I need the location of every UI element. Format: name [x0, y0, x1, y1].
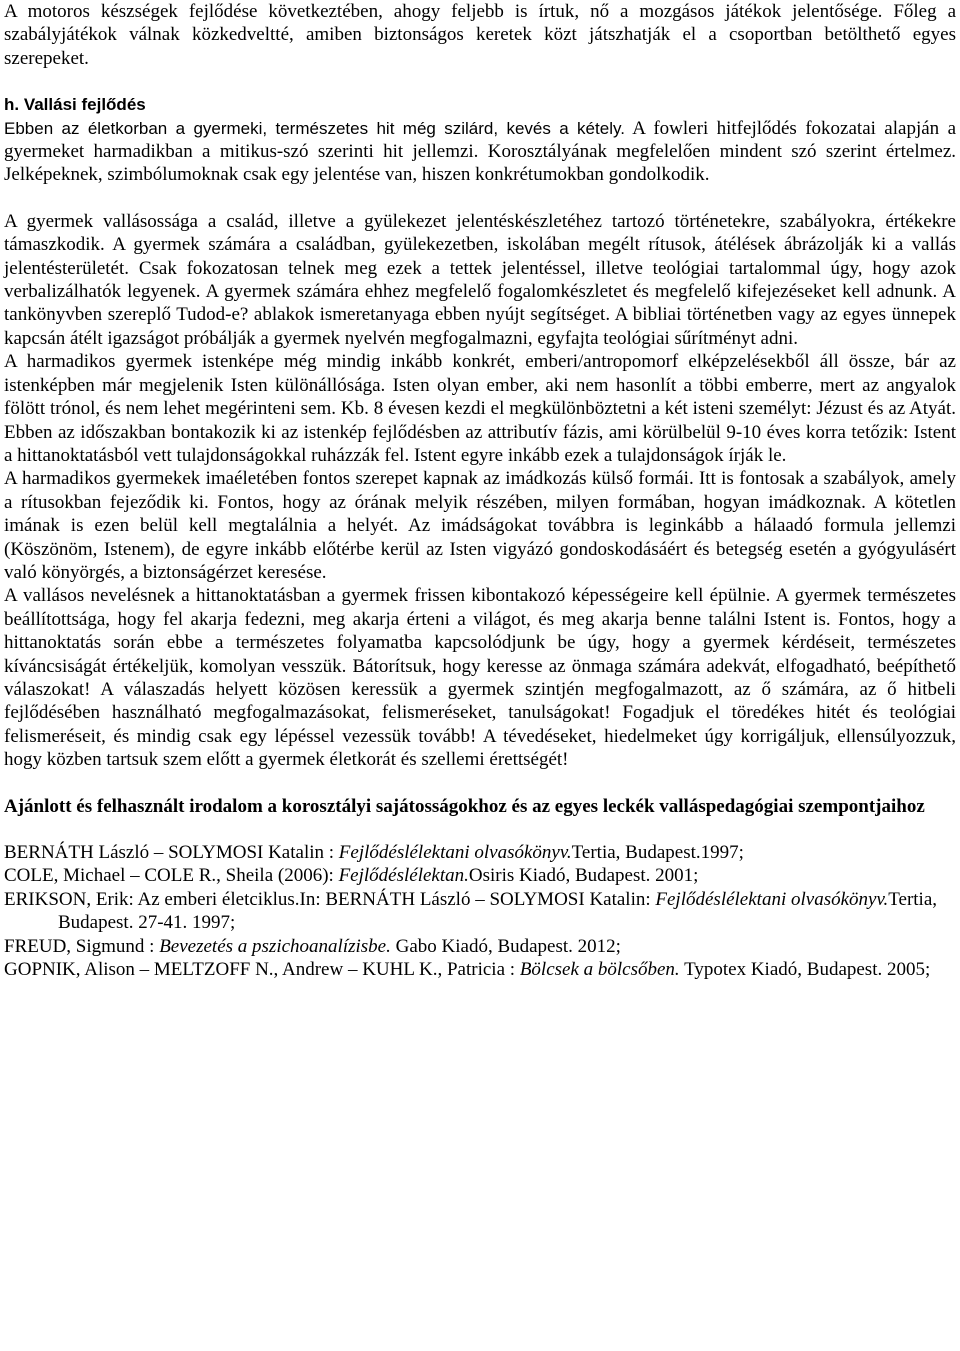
bib-title: Fejlődéslélektan. [338, 865, 469, 887]
bib-publisher: Tertia, Budapest.1997; [571, 842, 744, 863]
bib-author: FREUD, Sigmund : [4, 935, 160, 957]
bib-title: Fejlődéslélektani olvasókönyv. [338, 842, 572, 863]
bibliography-item [4, 841, 956, 864]
section-rest-text: A fowleri hitfejlődés fokozatai alapján a gyermeket harmadikban a mitikus-szó szerinti hit jellemzi. Korosztályának megfelelően mindent szó szerint értelmez. Jelképeknek, szimbólumoknak csak egy jelentése van, hiszen konkrétumokban gondolkodik. [4, 117, 956, 186]
bib-title: Bölcsek a bölcsőben. [519, 959, 680, 981]
bib-author: COLE, Michael – COLE R., Sheila (2006): [4, 865, 339, 887]
spacer [4, 772, 956, 795]
intro-paragraph: A motoros készségek fejlődése következtében, ahogy feljebb is írtuk, nő a mozgásos játékok jelentősége. Főleg a szabályjátékok válnak közkedveltté, amiben biztonságos keretek közt játszhatják el a csoportban betölthető egyes szerepeket. [4, 1, 956, 69]
bib-publisher: Typotex Kiadó, Budapest. 2005; [679, 959, 931, 981]
bib-title: Fejlődéslélektani olvasókönyv. [655, 888, 889, 910]
bib-author: GOPNIK, Alison – MELTZOFF N., Andrew – KUHL K., Patricia : [4, 959, 520, 981]
bib-publisher: Osiris Kiadó, Budapest. 2001; [468, 865, 699, 887]
bibliography-item [4, 888, 956, 935]
bibliography-item [4, 958, 956, 981]
bib-title: Bevezetés a pszichoanalízisbe. [159, 935, 391, 957]
bibliography-heading: Ajánlott és felhasznált irodalom a korosztályi sajátosságokhoz és az egyes leckék valláspedagógiai szempontjaihoz [4, 795, 925, 817]
bib-author: BERNÁTH László – SOLYMOSI Katalin : [4, 842, 339, 863]
spacer [4, 818, 956, 841]
body-paragraph: A vallásos nevelésnek a hittanoktatásban a gyermek frissen kibontakozó képességeire kell épülnie. A gyermek természetes beállítottsága, hogy fel akarja fedezni, meg akarja érteni a világot, és meg akarja benne találni Istent is. Fontos, hogy a hittanoktatás során ebbe a természetes folyamatba kapcsolódjunk be úgy, hogy a gyermek kérdéseit, természetes kíváncsiságát értékeljük, komolyan vesszük. Bátorítsuk, hogy keresse az önmaga számára adekvát, elfogadható, beépíthető válaszokat! A válaszadás helyett közösen keressük a gyermek szintjén megfogalmazott, az ő számára, az ő hitbeli fejlődésében használható megfogalmazásokat, felismeréseket, tanulságokat! Fogadjuk el töredékes hitét és teológiai felismeréseit, és mindig csak egy lépéssel vezessük tovább! A tévedéseket, hiedelmeket úgy korrigáljuk, ellensúlyozzuk, hogy közben tartsuk szem előtt a gyermek életkorát és szellemi érettségét! [4, 585, 956, 771]
bibliography-item [4, 864, 956, 887]
spacer [4, 70, 956, 93]
spacer [4, 187, 956, 210]
body-paragraph: A harmadikos gyermek istenképe még mindig inkább konkrét, emberi/antropomorf elképzelésekből áll össze, bár az istenképben már megjelenik Isten különállósága. Isten olyan ember, aki nem hasonlít a többi emberre, mert az angyalok fölött trónol, és nem lehet megérinteni sem. Kb. 8 évesen kezdi el megkülönböztetni a két isteni személyt: Jézust és az Atyát. Ebben az időszakban bontakozik ki az istenkép fejlődésben az attributív fázis, ami körülbelül 9-10 éves korra tetőzik: Istent a hittanoktatásból vett tulajdonságokkal ruházzák fel. Istent egyre inkább ezek a tulajdonságok írják le. [4, 351, 956, 466]
section-heading: h. Vallási fejlődés [4, 95, 146, 115]
bib-publisher: Gabo Kiadó, Budapest. 2012; [390, 935, 621, 957]
body-paragraph: A gyermek vallásossága a család, illetve a gyülekezet jelentéskészletéhez tartozó történetekre, szabályokra, értékekre támaszkodik. A gyermek számára a családban, gyülekezetben, iskolában megélt rítusok, átélések ábrázolják ki a vallás jelentésterületét. Csak fokozatosan telnek meg ezek a tettek jelentéssel, illetve teológiai tartalommal úgy, hogy azok verbalizálhatók legyenek. A gyermek számára ehhez megfelelő fogalomkészletet és megfelelő kifejezéseket kell adnunk. A tankönyvben szereplő Tudod-e? ablakok ismeretanyaga ebben nyújt segítséget. A bibliai történetben vagy az egyes ünnepek kapcsán átélt igazságot próbálják a gyermek nyelvén megfogalmazni, egyfajta teológiai sűrítményt adni. [4, 210, 956, 349]
body-paragraph: A harmadikos gyermekek imaéletében fontos szerepet kapnak az imádkozás külső formái. Itt is fontosak a szabályok, amely a rítusokban fejeződik ki. Fontos, hogy az órának melyik részében, milyen formában, hogyan imádkoznak. A kötetlen imának is ezen belül kell megtalálnia a helyét. Az imádságokat továbbra is leginkább a hálaadó formula jellemzi (Köszönöm, Istenem), de egyre inkább előtérbe kerül az Isten vigyázó gondoskodásáért és betegség esetén a gyógyulásért való könyörgés, a biztonságérzet keresése. [4, 468, 956, 583]
bibliography-item [4, 935, 956, 958]
bib-publisher: Tertia, Budapest. 27-41. 1997; [58, 888, 938, 934]
section-lead-text: Ebben az életkorban a gyermeki, természetes hit még szilárd, kevés a kétely. [4, 118, 625, 138]
bib-author: ERIKSON, Erik: Az emberi életciklus.In: BERNÁTH László – SOLYMOSI Katalin: [4, 888, 656, 910]
section-paragraph [4, 117, 956, 187]
